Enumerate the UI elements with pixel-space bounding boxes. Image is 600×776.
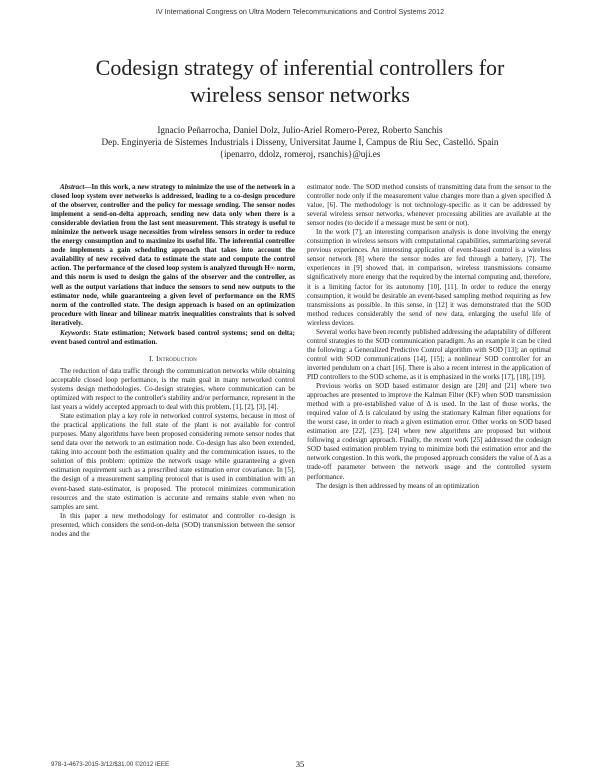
page-number: 35 — [295, 759, 305, 769]
paragraph: State estimation play a key role in networked control systems, because in most of the practical applications the full state of the plant is not available for control purposes. Many algorithms have been proposed considering remote sensor nodes that send data over the network to an estimation node. Co-design has also been extended, taking into account both the estimation quality and the communication issues, to the solution of this problem: optimize the network usage while guaranteeing a given estimation requirement such as a prescribed state estimation error covariance. In [5], the design of a measurement sampling protocol that is used in combination with an event-based state-estimator, is proposed. The protocol minimizes communication resources and the state estimation is accurate and remains stable even when no samples are sent. — [51, 412, 295, 511]
keywords-text: : State estimation; Network based control systems; send on delta; event based control and estimation. — [51, 328, 295, 346]
paragraph: In the work [7], an interesting comparison analysis is done involving the energy consumption in wireless sensors with computational capabilities, summarizing several previous experiences. An interesting application of event-based control is a wireless sensor network [8] where the sensor nodes are fed through a battery, [7]. The experiences in [9] showed that, in comparison, wireless transmissions consume significatively more energy that the required by the internal computing and, therefore, it is a limiting factor for its autonomy [10], [11]. In order to reduce the energy consumption, it would be desirable an event-based sampling method requiring as few transmissions as possible. In this sense, in [12] it was demonstrated that the SOD method reduces considerably the send of new data, enlarging the useful life of wireless devices. — [307, 228, 551, 327]
abstract-text: —In this work, a new strategy to minimize the use of the network in a closed loop system over networks is addressed, leading to a co-design procedure of the observer, controller and the policy for message sending. The sensor nodes implement a send-on-delta approach, sending new data only when there is a considerable deviation from the last sent measurement. This strategy is useful to minimize the network usage necessities from wireless sensors in order to reduce the energy consumption and to maximize its useful life. The inferential controller node implements a gain scheduling approach that takes into account the availability of new received data to estimate the state and compute the control action. The performance of the closed loop system is analyzed through H∞ norm, and this norm is used to design the gains of the observer and the controller, as well as the output variations that induce the sensors to send new outputs to the estimator node, while guaranteeing a given level of performance on the RMS norm of the controlled state. The design approach is based on an optimization procedure with linear and bilinear matrix inequalities constraints that is solved iteratively. — [51, 183, 295, 327]
copyright-notice: 978-1-4673-2015-3/12/$31.00 ©2012 IEEE — [51, 761, 170, 768]
left-column — [51, 183, 295, 539]
title-line-1: Codesign strategy of inferential controllers for — [95, 55, 505, 80]
paragraph: The design is then addressed by means of an optimization — [316, 481, 480, 490]
abstract-label: Abstract — [60, 183, 85, 191]
paragraph: Several works have been recently published addressing the adaptability of different control strategies to the SOD communication paradigm. As an example it can be cited the following: a Generalized Predictive Control algorithm with SOD [13]; an optimal control with SOD communications [14], [15]; a nonlinear SOD controller for an inverted pendulum on a chart [16]. There is also a recent interest in the application of PID controllers to the SOD scheme, as it is emphasized in the works [17], [18], [19]. — [307, 327, 551, 381]
paragraph: Previous works on SOD based estimator design are [20] and [21] where two approaches are presented to improve the Kalman Filter (KF) when SOD transmission method with a pre-established value of Δ is used. In the last of those works, the required value of Δ is calculated by using the stationary Kalman filter equations for the worst case, in order to reach a given estimation error. Other works on SOD based estimation are [22], [23], [24] where new algorithms are proposed but without following a codesign approach. Finally, the recent work [25] addressed the codesign SOD based estimation problem trying to minimize both the estimation error and the network congestion. In this work, the proposed approach considers the value of Δ as a trade-off parameter between the network usage and the controlled system performance. — [307, 382, 551, 481]
running-head: IV International Congress on Ultra Modern Telecommunications and Control Systems 2012 — [155, 7, 445, 16]
abstract — [51, 183, 295, 328]
paragraph: The reduction of data traffic through the communication networks while obtaining acceptable closed loop performance, is the main goal in many networked control systems design methodologies. Co-design strategies, where communication can be optimized with respect to the controller's stability and/or performance, represent in the last years a widely accepted approach to deal with this problem, [1], [2], [3], [4]. — [51, 366, 295, 412]
affiliation: Dep. Enginyeria de Sistemes Industrials i Disseny, Universitat Jaume I, Campus de Riu Sec, Castelló. Spain — [101, 137, 499, 147]
keywords — [51, 329, 295, 347]
paper-title — [40, 54, 560, 108]
author-names: Ignacio Peñarrocha, Daniel Dolz, Julio-Ariel Romero-Perez, Roberto Sanchis — [157, 125, 443, 135]
paragraph: estimator node. The SOD method consists of transmitting data from the sensor to the controller node only if the measurement value changes more than a given specified Δ value, [6]. The methodology is not technology-specific as it can be addressed by several wireless sensor networks, whenever processing abilities are available at the sensor nodes (to decide if a message must be sent or not). — [307, 183, 551, 228]
author-emails: {ipenarro, ddolz, romeroj, rsanchis}@uji.es — [219, 149, 381, 159]
author-block — [40, 124, 560, 160]
right-column — [307, 183, 551, 491]
keywords-label: Keywords — [60, 328, 89, 337]
section-heading-introduction: I. Introduction — [149, 353, 197, 363]
paragraph: In this paper a new methodology for estimator and controller co-design is presented, which considers the send-on-delta (SOD) transmission between the sensor nodes and the — [51, 511, 295, 538]
title-line-2: wireless sensor networks — [190, 82, 410, 107]
